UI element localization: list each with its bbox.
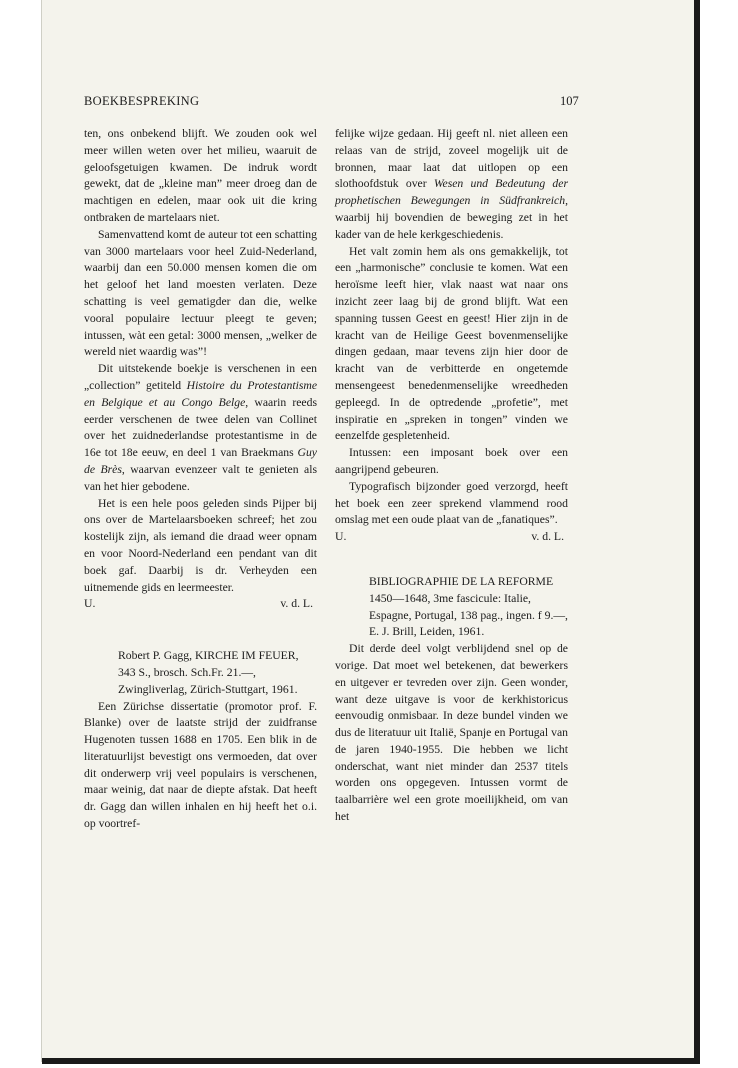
paragraph: Dit derde deel volgt verblijdend snel op de vorige. Dat moet wel betekenen, dat bewerkers en uitgever er tevreden over zijn. Geen wonder, want deze uitgave is voor de kerkhistoricus eenvoudig onmisbaar. In deze bundel vinden we dus de literatuur uit Italië, Spanje en Portugal van de jaren 1940-1955. Die hebben we licht onderschat, want niet minder dan 2537 titels worden ons opgegeven. Intussen vormt de taalbarrière wel een grote moeilijkheid, om van het bbox=[335, 642, 568, 824]
reviewer-signature bbox=[335, 529, 568, 546]
scan-border-bottom bbox=[42, 1058, 700, 1064]
paragraph: Een Zürichse dissertatie (promotor prof. F. Blanke) over de laatste strijd der zuidfranse Hugenoten tussen 1688 en 1705. Een blik in de literatuurlijst bevestigt ons vermoeden, dat over dit onderwerp vrij veel populairs is verschenen, maar weinig, dat naar de diepte afstak. Dat heeft dr. Gagg dan willen inhalen en hij heeft het o.i. op voortref- bbox=[84, 699, 317, 831]
book-title: Guy de Brès bbox=[84, 446, 317, 476]
bibliographic-entry: BIBLIOGRAPHIE DE LA REFORME 1450—1648, 3me fascicule: Italie, Espagne, Portugal, 138 pag., ingen. f 9.—, E. J. Brill, Leiden, 1961. bbox=[369, 574, 568, 639]
book-title: Histoire du Protestantisme en Belgique et au Congo Belge bbox=[84, 378, 318, 409]
paragraph bbox=[84, 361, 317, 495]
book-title: Wesen und Bedeutung der prophetischen Bewegungen in Südfrankreich bbox=[335, 177, 569, 208]
paragraph-text: , waarbij hij bovendien de beweging zet in het kader van de hele kerkgeschiedenis. bbox=[335, 194, 568, 241]
paragraph-text: , waarin reeds eerder verschenen de twee delen van Collinet over het zuidnederlandse protestantisme in de 16e tot 18e eeuw, en deel 1 van Braekmans bbox=[84, 395, 318, 460]
right-column bbox=[335, 126, 568, 826]
section-gap bbox=[84, 613, 317, 648]
page-number: 107 bbox=[560, 94, 579, 108]
paragraph: ten, ons onbekend blijft. We zouden ook wel meer willen weten over het milieu, waaruit de geloofsgetuigen kwamen. De indruk wordt gewekt, dat de „kleine man” meer droeg dan de machtigen en edelen, maar ook uit die kring ontbraken de martelaars niet. bbox=[84, 127, 317, 224]
signature-right: v. d. L. bbox=[280, 597, 313, 611]
running-header: BOEKBESPREKING bbox=[84, 94, 200, 108]
paragraph bbox=[335, 126, 568, 244]
paragraph: Samenvattend komt de auteur tot een schatting van 3000 martelaars voor heel Zuid-Nederland, waarbij dan een 50.000 mensen komen die om het geloof het land moesten verlaten. Deze schatting is veel gematigder dan die, welke vooral populaire lectuur pleegt te geven; intussen, wàt een getal: 3000 mensen, „welker de wereld niet waardig was”! bbox=[84, 227, 317, 359]
paragraph: Typografisch bijzonder goed verzorgd, heeft het boek een zeer sprekend vlammend rood omslag met een oude plaat van de „fanatiques”. bbox=[335, 479, 568, 527]
left-column bbox=[84, 126, 317, 833]
section-gap bbox=[335, 546, 568, 574]
scan-border-right bbox=[694, 0, 700, 1062]
page-left-edge bbox=[41, 0, 42, 1062]
paragraph-text: felijke wijze gedaan. Hij geeft nl. niet alleen een relaas van de strijd, zoveel mogelijk uit de bronnen, maar laat dat uitlopen op een slothoofdstuk over bbox=[335, 127, 568, 191]
reviewer-signature bbox=[84, 596, 317, 613]
paragraph: Intussen: een imposant boek over een aangrijpend gebeuren. bbox=[335, 446, 568, 476]
paragraph: Het is een hele poos geleden sinds Pijper bij ons over de Martelaarsboeken schreef; het zou kostelijk zijn, als iemand die draad weer opnam en voor Noord-Nederland een pendant van dit boek gaf. Daarbij is dr. Verheyden een uitnemende gids en leermeester. bbox=[84, 496, 317, 594]
bibliographic-entry: Robert P. Gagg, KIRCHE IM FEUER, 343 S., brosch. Sch.Fr. 21.—, Zwingliverlag, Zürich-Stuttgart, 1961. bbox=[118, 649, 299, 696]
signature-left: U. bbox=[335, 530, 347, 544]
signature-left: U. bbox=[84, 597, 96, 611]
paragraph: Het valt zomin hem als ons gemakkelijk, tot een „harmonische” conclusie te komen. Wat een heroïsme leeft hier, vlak naast wat naar ons inzicht zeer laag bij de grond blijft. Wat een spanning tussen Geest en geest! Hier zijn in de kracht van de Heilige Geest bovenmenselijke dingen gedaan, maar tevens zijn hier door de kracht van de verbitterde en ongetemde mensengeest benedenmenselijke wreedheden gepleegd. In de optredende „profetie”, met inspiratie en „spreken in tongen” vinden we eenzelfde gespletenheid. bbox=[335, 244, 568, 443]
signature-right: v. d. L. bbox=[531, 530, 564, 544]
paragraph-text: Dit uitstekende boekje is verschenen in een „collection” getiteld bbox=[84, 362, 317, 392]
paragraph-text: , waarvan evenzeer valt te genieten als van het hier gebodene. bbox=[84, 462, 317, 493]
